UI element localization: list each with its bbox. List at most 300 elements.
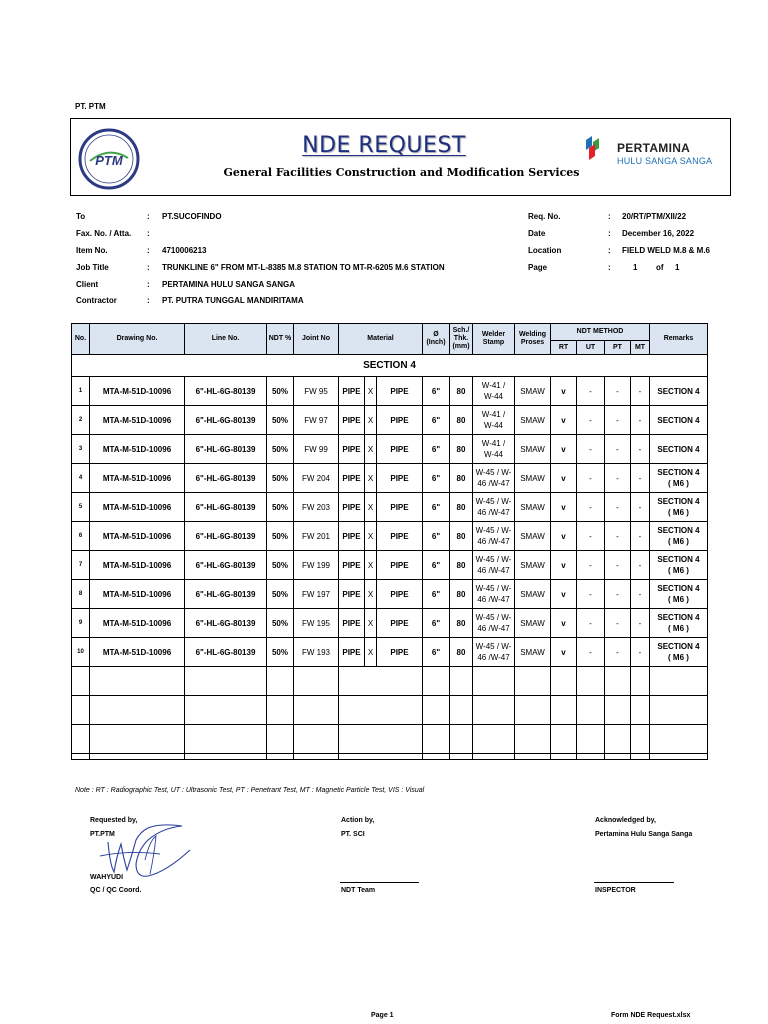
ptm-logo-text: PTM [95,153,123,168]
cell-welder [473,377,515,406]
header-welding: Welding Proses [515,324,551,355]
cell-material-1: PIPE [339,522,365,551]
welder-line: 46 /W-47 [477,595,510,604]
empty-row [72,725,708,754]
cell-drawing: MTA-M-51D-10096 [90,609,185,638]
empty-cell [294,725,339,754]
empty-cell [72,725,90,754]
cell-mt: - [631,522,650,551]
cell-welder [473,406,515,435]
cell-material-2: PIPE [377,609,423,638]
acknowledged-org: Pertamina Hulu Sanga Sanga [595,831,693,838]
cell-material-2: PIPE [377,522,423,551]
empty-cell [185,754,267,760]
empty-cell [423,696,450,725]
info-value-page-of: of [656,263,664,272]
cell-pt: - [605,580,631,609]
cell-dia: 6" [423,551,450,580]
signature-image [90,820,200,882]
cell-material-1: PIPE [339,609,365,638]
remarks-line: SECTION 4 [657,444,700,454]
cell-pt: - [605,464,631,493]
cell-pt: - [605,435,631,464]
cell-material-x: X [365,551,377,580]
header-sch: Sch./ Thk. (mm) [450,324,473,355]
cell-welder [473,464,515,493]
empty-cell [515,667,551,696]
cell-rt: v [551,580,577,609]
cell-mt: - [631,580,650,609]
info-value-to: PT.SUCOFINDO [162,212,222,221]
cell-material-2: PIPE [377,464,423,493]
cell-ut: - [577,580,605,609]
header-material: Material [339,324,423,355]
cell-ndt: 50% [267,406,294,435]
cell-line: 6"-HL-6G-80139 [185,551,267,580]
empty-cell [605,696,631,725]
cell-material-x: X [365,435,377,464]
cell-joint: FW 199 [294,551,339,580]
cell-sch: 80 [450,493,473,522]
welder-line: W-45 / W- [475,642,512,651]
cell-line: 6"-HL-6G-80139 [185,609,267,638]
cell-no: 9 [72,609,90,638]
cell-dia: 6" [423,522,450,551]
cell-ut: - [577,522,605,551]
cell-material-2: PIPE [377,406,423,435]
empty-cell [339,696,423,725]
remarks-line: SECTION 4 [657,497,700,506]
remarks-line: SECTION 4 [657,386,700,396]
table-row [72,435,708,464]
cell-no: 8 [72,580,90,609]
empty-cell [72,667,90,696]
welder-line: 46 /W-47 [477,566,510,575]
remarks-line: SECTION 4 [657,415,700,425]
welder-line: W-45 / W- [475,526,512,535]
cell-material-x: X [365,522,377,551]
header-pt: PT [605,341,631,355]
cell-joint: FW 195 [294,609,339,638]
cell-dia: 6" [423,580,450,609]
empty-cell [577,696,605,725]
cell-ndt: 50% [267,551,294,580]
action-signature-line [340,882,419,883]
info-label-location: Location [528,246,562,255]
cell-material-1: PIPE [339,493,365,522]
info-label-date: Date [528,229,546,238]
cell-no: 2 [72,406,90,435]
cell-mt: - [631,435,650,464]
info-colon: : [147,229,150,238]
cell-line: 6"-HL-6G-80139 [185,464,267,493]
cell-joint: FW 197 [294,580,339,609]
cell-process: SMAW [515,435,551,464]
empty-cell [650,696,708,725]
table-row [72,638,708,667]
cell-line: 6"-HL-6G-80139 [185,638,267,667]
info-label-to: To [76,212,86,221]
cell-joint: FW 201 [294,522,339,551]
info-colon: : [147,246,150,255]
empty-cell [650,667,708,696]
cell-mt: - [631,464,650,493]
cell-process: SMAW [515,377,551,406]
header-ut: UT [577,341,605,355]
cell-pt: - [605,551,631,580]
welder-line: W-44 [484,392,503,401]
cell-mt: - [631,406,650,435]
cell-ndt: 50% [267,464,294,493]
cell-sch: 80 [450,609,473,638]
info-label-fax: Fax. No. / Atta. [76,229,132,238]
empty-cell [339,754,423,760]
welder-line: 46 /W-47 [477,653,510,662]
cell-drawing: MTA-M-51D-10096 [90,435,185,464]
cell-no: 7 [72,551,90,580]
info-value-item: 4710006213 [162,246,207,255]
cell-sch: 80 [450,406,473,435]
cell-line: 6"-HL-6G-80139 [185,580,267,609]
cell-ndt: 50% [267,580,294,609]
cell-welder [473,435,515,464]
table-row [72,406,708,435]
empty-cell [551,696,577,725]
cell-joint: FW 99 [294,435,339,464]
cell-remarks [650,377,708,406]
remarks-line: SECTION 4 [657,584,700,593]
cell-drawing: MTA-M-51D-10096 [90,377,185,406]
cell-rt: v [551,522,577,551]
cell-pt: - [605,377,631,406]
cell-no: 6 [72,522,90,551]
cell-mt: - [631,377,650,406]
cell-rt: v [551,638,577,667]
cell-welder [473,493,515,522]
cell-process: SMAW [515,609,551,638]
cell-mt: - [631,638,650,667]
cell-ndt: 50% [267,377,294,406]
cell-remarks [650,406,708,435]
cell-process: SMAW [515,464,551,493]
cell-process: SMAW [515,493,551,522]
welder-line: W-45 / W- [475,497,512,506]
cell-ndt: 50% [267,493,294,522]
empty-cell [90,725,185,754]
welder-line: W-45 / W- [475,613,512,622]
cell-ndt: 50% [267,435,294,464]
empty-cell [515,725,551,754]
cell-welder [473,580,515,609]
remarks-line: SECTION 4 [657,642,700,651]
cell-no: 10 [72,638,90,667]
info-label-client: Client [76,280,99,289]
empty-cell [450,667,473,696]
info-value-client: PERTAMINA HULU SANGA SANGA [162,280,296,289]
cell-sch: 80 [450,522,473,551]
cell-ut: - [577,609,605,638]
welder-line: 46 /W-47 [477,508,510,517]
empty-cell [185,696,267,725]
welder-line: 46 /W-47 [477,479,510,488]
cell-material-x: X [365,406,377,435]
cell-joint: FW 95 [294,377,339,406]
empty-cell [631,667,650,696]
cell-ut: - [577,464,605,493]
acknowledged-signature-line [594,882,674,883]
section-label: SECTION 4 [72,355,708,377]
info-value-date: December 16, 2022 [622,229,695,238]
table-row [72,580,708,609]
cell-rt: v [551,493,577,522]
info-label-page: Page [528,263,548,272]
cell-drawing: MTA-M-51D-10096 [90,464,185,493]
cell-sch: 80 [450,551,473,580]
cell-remarks [650,609,708,638]
cell-dia: 6" [423,493,450,522]
cell-material-2: PIPE [377,435,423,464]
cell-material-1: PIPE [339,638,365,667]
acknowledged-role: INSPECTOR [595,887,636,894]
cell-no: 1 [72,377,90,406]
cell-material-x: X [365,580,377,609]
requested-role: QC / QC Coord. [90,887,142,894]
header-drawing: Drawing No. [90,324,185,355]
welder-line: W-45 / W- [475,584,512,593]
header-line: Line No. [185,324,267,355]
welder-line: W-41 / [481,439,506,448]
table-row [72,609,708,638]
empty-cell [631,754,650,760]
cell-process: SMAW [515,406,551,435]
cell-remarks [650,493,708,522]
nde-table [71,323,708,760]
empty-cell [267,754,294,760]
info-colon: : [608,246,611,255]
cell-rt: v [551,464,577,493]
empty-cell [339,667,423,696]
empty-cell [267,667,294,696]
welder-line: W-45 / W- [475,555,512,564]
info-label-contractor: Contractor [76,296,117,305]
empty-cell [450,754,473,760]
info-colon: : [147,296,150,305]
cell-rt: v [551,551,577,580]
info-colon: : [608,229,611,238]
cell-drawing: MTA-M-51D-10096 [90,551,185,580]
cell-sch: 80 [450,580,473,609]
action-title: Action by, [341,817,375,824]
cell-joint: FW 193 [294,638,339,667]
empty-cell [650,754,708,760]
remarks-line: ( M6 ) [668,479,689,488]
cell-ut: - [577,551,605,580]
cell-material-x: X [365,493,377,522]
cell-welder [473,609,515,638]
header-welder: Welder Stamp [473,324,515,355]
empty-cell [551,667,577,696]
cell-material-x: X [365,609,377,638]
cell-welder [473,638,515,667]
cell-drawing: MTA-M-51D-10096 [90,493,185,522]
cell-material-1: PIPE [339,406,365,435]
welder-line: W-45 / W- [475,468,512,477]
cell-drawing: MTA-M-51D-10096 [90,580,185,609]
header-dia: Ø (Inch) [423,324,450,355]
cell-remarks [650,580,708,609]
empty-row [72,667,708,696]
empty-cell [551,754,577,760]
empty-cell [631,696,650,725]
cell-sch: 80 [450,464,473,493]
info-colon: : [608,212,611,221]
cell-process: SMAW [515,522,551,551]
empty-cell [185,667,267,696]
cell-dia: 6" [423,609,450,638]
footer-page: Page 1 [371,1012,394,1019]
empty-row [72,754,708,760]
cell-pt: - [605,638,631,667]
empty-cell [423,725,450,754]
empty-cell [577,725,605,754]
cell-ndt: 50% [267,638,294,667]
cell-process: SMAW [515,638,551,667]
cell-drawing: MTA-M-51D-10096 [90,406,185,435]
cell-ut: - [577,406,605,435]
cell-mt: - [631,493,650,522]
cell-line: 6"-HL-6G-80139 [185,493,267,522]
cell-dia: 6" [423,377,450,406]
empty-cell [450,725,473,754]
cell-remarks [650,435,708,464]
table-row [72,522,708,551]
cell-welder [473,522,515,551]
cell-dia: 6" [423,406,450,435]
empty-cell [339,725,423,754]
cell-rt: v [551,406,577,435]
remarks-line: SECTION 4 [657,468,700,477]
cell-material-2: PIPE [377,493,423,522]
page-title: NDE REQUEST [302,133,466,158]
empty-cell [294,754,339,760]
cell-sch: 80 [450,638,473,667]
cell-material-1: PIPE [339,551,365,580]
empty-cell [515,754,551,760]
empty-cell [473,667,515,696]
remarks-line: ( M6 ) [668,566,689,575]
remarks-line: ( M6 ) [668,537,689,546]
info-colon: : [147,263,150,272]
header-remarks: Remarks [650,324,708,355]
cell-material-x: X [365,464,377,493]
cell-no: 3 [72,435,90,464]
cell-ut: - [577,377,605,406]
cell-ndt: 50% [267,609,294,638]
cell-ut: - [577,435,605,464]
cell-dia: 6" [423,638,450,667]
cell-dia: 6" [423,435,450,464]
empty-cell [473,725,515,754]
cell-material-1: PIPE [339,377,365,406]
cell-material-x: X [365,377,377,406]
empty-cell [631,725,650,754]
cell-joint: FW 204 [294,464,339,493]
cell-material-x: X [365,638,377,667]
header-no: No. [72,324,90,355]
empty-cell [577,667,605,696]
empty-cell [605,725,631,754]
welder-line: W-44 [484,421,503,430]
cell-pt: - [605,406,631,435]
pertamina-subtitle: HULU SANGA SANGA [617,156,713,166]
empty-cell [450,696,473,725]
cell-ut: - [577,638,605,667]
requested-org: PT.PTM [90,831,115,838]
pertamina-logo-icon [584,136,602,160]
empty-cell [473,754,515,760]
cell-rt: v [551,435,577,464]
welder-line: W-41 / [481,381,506,390]
empty-row [72,696,708,725]
header-rt: RT [551,341,577,355]
cell-drawing: MTA-M-51D-10096 [90,522,185,551]
info-label-item: Item No. [76,246,108,255]
empty-cell [423,754,450,760]
empty-cell [577,754,605,760]
remarks-line: ( M6 ) [668,653,689,662]
requested-name: WAHYUDI [90,874,124,881]
remarks-line: ( M6 ) [668,508,689,517]
empty-cell [72,754,90,760]
cell-remarks [650,638,708,667]
table-row [72,464,708,493]
welder-line: 46 /W-47 [477,537,510,546]
info-colon: : [147,280,150,289]
footer-file: Form NDE Request.xlsx [611,1012,691,1019]
empty-cell [90,696,185,725]
cell-process: SMAW [515,551,551,580]
cell-line: 6"-HL-6G-80139 [185,406,267,435]
cell-mt: - [631,609,650,638]
empty-cell [650,725,708,754]
table-row [72,551,708,580]
page-subtitle: General Facilities Construction and Modification Services [223,166,580,179]
pertamina-name: PERTAMINA [617,141,691,155]
header-method: NDT METHOD [551,324,650,341]
empty-cell [551,725,577,754]
cell-line: 6"-HL-6G-80139 [185,522,267,551]
welder-line: W-44 [484,450,503,459]
info-colon: : [608,263,611,272]
info-colon: : [147,212,150,221]
info-value-contractor: PT. PUTRA TUNGGAL MANDIRITAMA [162,296,304,305]
info-label-job: Job Title [76,263,109,272]
cell-welder [473,551,515,580]
info-value-page-total: 1 [675,263,680,272]
cell-ut: - [577,493,605,522]
cell-remarks [650,522,708,551]
company-name: PT. PTM [75,102,106,111]
cell-material-2: PIPE [377,638,423,667]
cell-rt: v [551,609,577,638]
welder-line: W-41 / [481,410,506,419]
cell-no: 4 [72,464,90,493]
cell-line: 6"-HL-6G-80139 [185,435,267,464]
header-joint: Joint No [294,324,339,355]
info-value-location: FIELD WELD M.8 & M.6 [622,246,710,255]
cell-pt: - [605,609,631,638]
empty-cell [605,667,631,696]
